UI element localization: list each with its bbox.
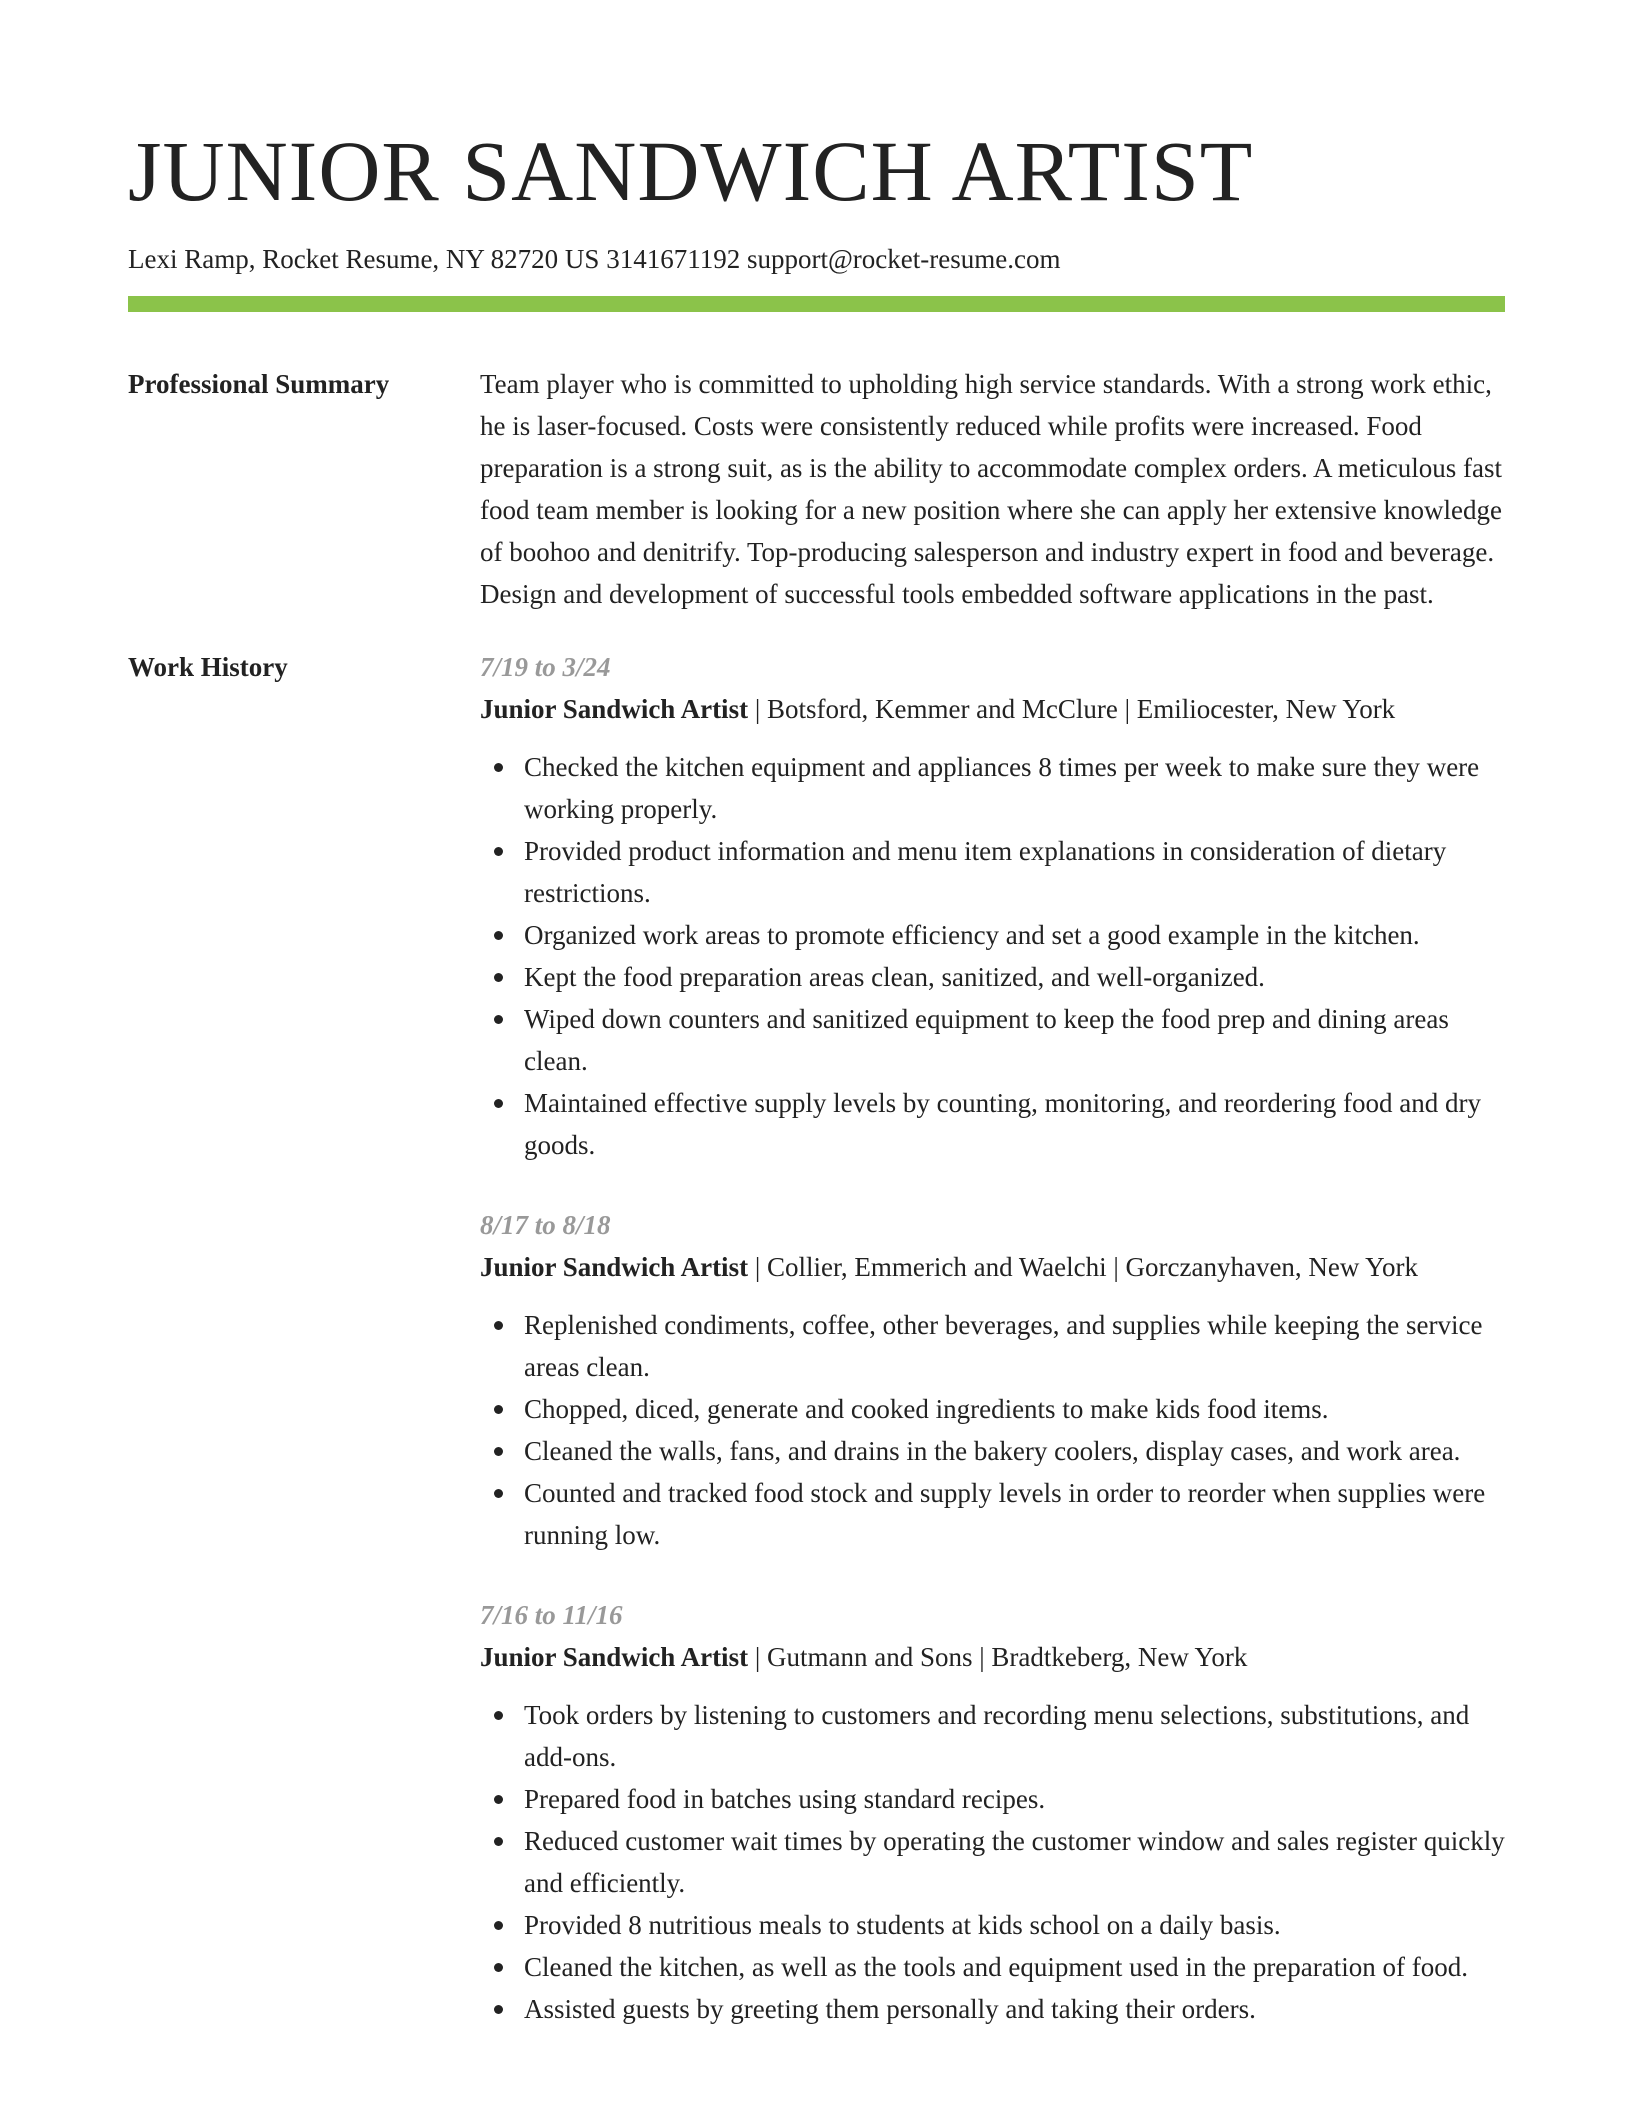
job-bullet-list [480,1304,1505,1556]
job-dates: 7/16 to 11/16 [480,1600,623,1630]
bullet-dot-icon [494,1015,503,1024]
work-history-section [128,646,1505,2068]
job-bullet [480,1988,1505,2030]
bullet-dot-icon [494,1921,503,1930]
job-bullet-text: Counted and tracked food stock and supply levels in order to reorder when supplies were running low. [524,1478,1486,1550]
job-location: Gorczanyhaven, New York [1125,1252,1418,1282]
job-heading [480,688,1505,730]
job-bullet [480,1430,1505,1472]
job-bullet [480,830,1505,914]
job-bullet-text: Took orders by listening to customers and recording menu selections, substitutions, and add-ons. [524,1700,1470,1772]
section-label-summary: Professional Summary [128,369,390,399]
bullet-dot-icon [494,1795,503,1804]
job-bullet [480,1946,1505,1988]
job-dates: 7/19 to 3/24 [480,652,611,682]
bullet-dot-icon [494,1837,503,1846]
job-bullet-text: Kept the food preparation areas clean, sanitized, and well-organized. [524,962,1265,992]
bullet-dot-icon [494,931,503,940]
job-bullet-text: Checked the kitchen equipment and appliances 8 times per week to make sure they were working properly. [524,752,1480,824]
job-dates: 8/17 to 8/18 [480,1210,611,1240]
job-bullet-text: Reduced customer wait times by operating the customer window and sales register quickly and efficiently. [524,1826,1505,1898]
job-bullet [480,1820,1505,1904]
separator: | [972,1642,992,1672]
bullet-dot-icon [494,2005,503,2014]
separator: | [1117,694,1137,724]
resume-page [128,118,1505,2068]
job-bullet-list [480,1694,1505,2030]
separator: | [1106,1252,1126,1282]
job-bullet [480,1304,1505,1388]
job-company: Gutmann and Sons [766,1642,973,1672]
bullet-dot-icon [494,973,503,982]
bullet-dot-icon [494,1711,503,1720]
job-company: Botsford, Kemmer and McClure [766,694,1118,724]
job-bullet-text: Provided 8 nutritious meals to students at kids school on a daily basis. [524,1910,1281,1940]
job-bullet [480,746,1505,830]
job-bullet [480,1388,1505,1430]
job-entry [480,646,1505,1166]
job-entry [480,1204,1505,1556]
section-label-work-history: Work History [128,652,288,682]
job-bullet [480,1082,1505,1166]
bullet-dot-icon [494,1447,503,1456]
resume-title: JUNIOR SANDWICH ARTIST [128,123,1254,219]
job-bullet [480,998,1505,1082]
job-heading [480,1246,1505,1288]
job-bullet-text: Cleaned the kitchen, as well as the tools and equipment used in the preparation of food. [524,1952,1468,1982]
job-heading [480,1636,1505,1678]
job-bullet [480,914,1505,956]
job-bullet [480,1904,1505,1946]
job-bullet-text: Provided product information and menu item explanations in consideration of dietary restrictions. [524,836,1447,908]
job-bullet [480,956,1505,998]
bullet-dot-icon [494,1099,503,1108]
job-bullet-text: Organized work areas to promote efficiency and set a good example in the kitchen. [524,920,1420,950]
job-location: Bradtkeberg, New York [991,1642,1248,1672]
job-bullet-text: Cleaned the walls, fans, and drains in the bakery coolers, display cases, and work area. [524,1436,1461,1466]
job-bullet-text: Maintained effective supply levels by counting, monitoring, and reordering food and dry goods. [524,1088,1482,1160]
job-location: Emiliocester, New York [1136,694,1396,724]
bullet-dot-icon [494,1489,503,1498]
job-bullet [480,1694,1505,1778]
contact-line: Lexi Ramp, Rocket Resume, NY 82720 US 3141671192 support@rocket-resume.com [128,244,1061,274]
professional-summary-section [128,363,1505,615]
job-company: Collier, Emmerich and Waelchi [766,1252,1107,1282]
bullet-dot-icon [494,1963,503,1972]
separator: | [748,694,767,724]
job-title: Junior Sandwich Artist [480,694,749,724]
separator: | [748,1252,767,1282]
bullet-dot-icon [494,1405,503,1414]
job-bullet-text: Prepared food in batches using standard recipes. [524,1784,1046,1814]
job-title: Junior Sandwich Artist [480,1252,749,1282]
job-title: Junior Sandwich Artist [480,1642,749,1672]
job-bullet-text: Replenished condiments, coffee, other beverages, and supplies while keeping the service areas clean. [524,1310,1483,1382]
job-bullet-list [480,746,1505,1166]
job-bullet-text: Assisted guests by greeting them personally and taking their orders. [524,1994,1256,2024]
bullet-dot-icon [494,763,503,772]
job-bullet-text: Wiped down counters and sanitized equipment to keep the food prep and dining areas clean. [524,1004,1449,1076]
separator: | [748,1642,767,1672]
bullet-dot-icon [494,1321,503,1330]
job-bullet [480,1472,1505,1556]
jobs-list [480,646,1505,2068]
job-entry [480,1594,1505,2030]
bullet-dot-icon [494,847,503,856]
job-bullet-text: Chopped, diced, generate and cooked ingredients to make kids food items. [524,1394,1329,1424]
job-bullet [480,1778,1505,1820]
summary-text: Team player who is committed to upholding high service standards. With a strong work ethic, he is laser-focused. Costs were consistently reduced while profits were increased. Food preparation is a strong suit, as is the ability to accommodate complex orders. A meticulous fast food team member is looking for a new position where she can apply her extensive knowledge of boohoo and denitrify. Top-producing salesperson and industry expert in food and beverage. Design and development of successful tools embedded software applications in the past. [480,369,1503,609]
accent-divider [128,296,1505,312]
